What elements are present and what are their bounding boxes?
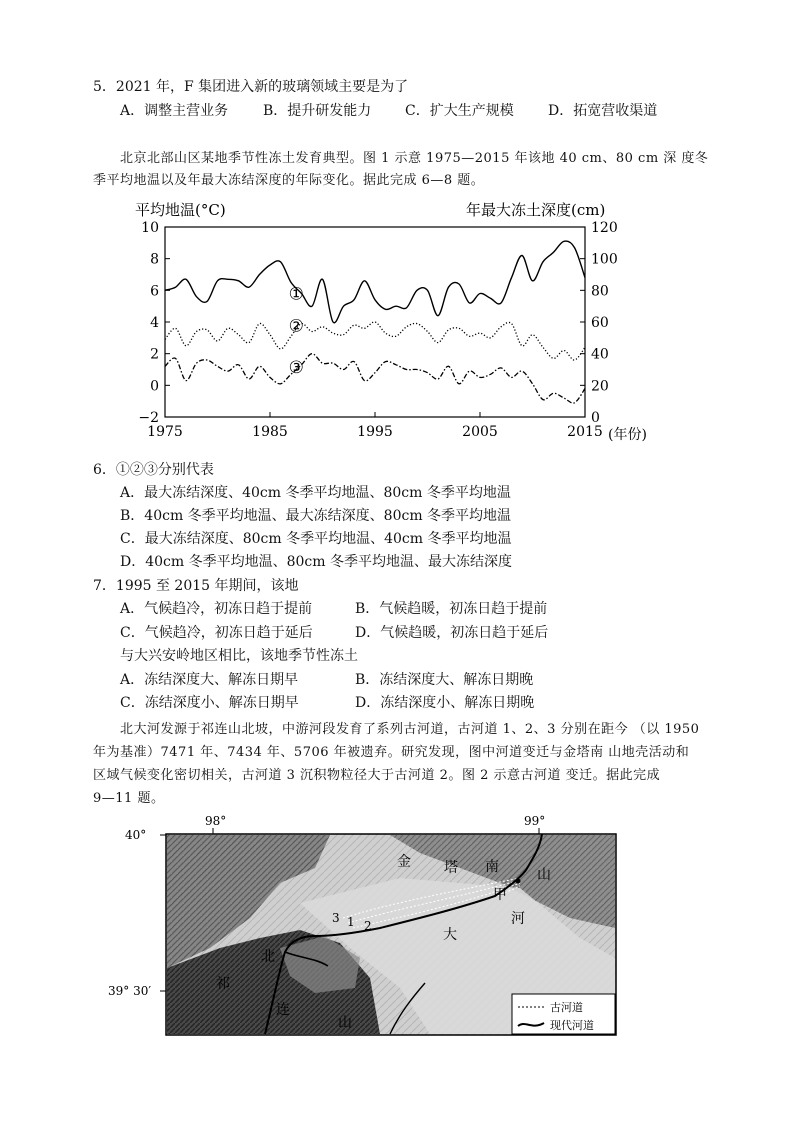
- place-nan: 南: [485, 859, 499, 875]
- place-qi: 祁: [216, 976, 230, 992]
- map-legend: [512, 994, 615, 1034]
- y-right-tick-label: 80: [591, 283, 609, 300]
- place-bei: 北: [261, 949, 275, 965]
- x-tick-label: 1985: [252, 424, 288, 440]
- ancient-river-map: [100, 808, 620, 1040]
- soil-temperature-chart: [130, 195, 670, 450]
- legend-ancient: 古河道: [550, 1001, 583, 1014]
- q8-stem: 与大兴安岭地区相比，该地季节性冻土: [120, 648, 358, 664]
- q6-option-b: B．40cm 冬季平均地温、最大冻结深度、80cm 冬季平均地温: [120, 508, 512, 524]
- intro2-line3: 区域气候变化密切相关，古河道 3 沉积物粒径大于古河道 2。图 2 示意古河道 变迁。据此完成: [93, 768, 661, 783]
- q8-option-b: B．冻结深度大、解冻日期晚: [355, 672, 534, 688]
- intro1-line2: 季平均地温以及年最大冻结深度的年际变化。据此完成 6—8 题。: [93, 173, 485, 188]
- q8-option-c: C．冻结深度小、解冻日期早: [120, 695, 299, 711]
- lon-label-99: 99°: [524, 814, 546, 828]
- series-label-3: ③: [288, 357, 304, 378]
- y-right-tick-label: 100: [591, 251, 618, 268]
- q7-stem: 7．1995 至 2015 年期间，该地: [93, 578, 299, 594]
- y-right-tick-label: 60: [591, 315, 609, 331]
- intro2-line2: 年为基准）7471 年、7434 年、5706 年被遗弃。研究发现，图中河道变迁与金塔南 山地壳活动和: [93, 745, 690, 760]
- channel-number-2: 2: [364, 919, 372, 933]
- q5-option-d: D．拓宽营收渠道: [548, 103, 658, 119]
- q7-option-d: D．气候趋暖，初冻日趋于延后: [355, 625, 549, 641]
- q6-option-a: A．最大冻结深度、40cm 冬季平均地温、80cm 冬季平均地温: [120, 485, 511, 501]
- place-da: 大: [443, 927, 457, 943]
- y-right-tick-label: 40: [591, 346, 609, 363]
- q8-option-a: A．冻结深度大、解冻日期早: [120, 672, 299, 688]
- place-shan-north: 山: [537, 867, 551, 883]
- q5-stem: 5．2021 年，F 集团进入新的玻璃领域主要是为了: [93, 79, 409, 95]
- legend-modern: 现代河道: [550, 1019, 594, 1032]
- x-tick-label: 1995: [357, 424, 393, 440]
- place-jin: 金: [397, 854, 411, 870]
- x-tick-label: 2005: [462, 424, 498, 440]
- channel-number-3: 3: [332, 911, 340, 925]
- intro1-line1: 北京北部山区某地季节性冻土发育典型。图 1 示意 1975—2015 年该地 40 cm、80 cm 深 度冬: [120, 151, 709, 166]
- lon-label-98: 98°: [205, 814, 227, 828]
- y-right-tick-label: 0: [591, 410, 600, 426]
- x-tick-label: 2015: [567, 424, 603, 440]
- place-lian: 连: [276, 1002, 290, 1018]
- series-label-1: ①: [288, 284, 304, 305]
- channel-number-1: 1: [347, 915, 355, 929]
- place-jia: 甲: [493, 887, 507, 903]
- place-shan-south: 山: [338, 1015, 352, 1031]
- series-line-1: [165, 241, 585, 323]
- y-right-tick-label: 20: [591, 378, 609, 395]
- lat-label-40: 40°: [125, 828, 147, 842]
- q7-option-b: B．气候趋暖，初冻日趋于提前: [355, 601, 548, 617]
- y-right-tick-label: 120: [591, 220, 618, 236]
- x-axis-label: (年份): [608, 427, 647, 443]
- y-left-tick-label: 6: [150, 283, 159, 300]
- place-ta: 塔: [444, 860, 458, 876]
- y-left-tick-label: 8: [150, 251, 159, 268]
- y-left-tick-label: 2: [150, 346, 159, 363]
- y-left-tick-label: 0: [150, 378, 159, 395]
- y-axis-right-label: 年最大冻土深度(cm): [466, 201, 606, 219]
- intro2-line1: 北大河发源于祁连山北坡，中游河段发育了系列古河道，古河道 1、2、3 分别在距今 （以 1950: [120, 722, 700, 737]
- place-he: 河: [511, 911, 525, 927]
- q6-option-c: C．最大冻结深度、80cm 冬季平均地温、40cm 冬季平均地温: [120, 531, 512, 547]
- lat-label-3930: 39° 30′: [108, 984, 152, 998]
- series-line-2: [165, 322, 585, 360]
- q6-stem: 6．①②③分别代表: [93, 462, 214, 478]
- q5-option-b: B．提升研发能力: [263, 103, 372, 119]
- y-left-tick-label: 10: [141, 220, 159, 236]
- intro2-line4: 9—11 题。: [93, 791, 165, 806]
- x-tick-label: 1975: [147, 424, 183, 440]
- q8-option-d: D．冻结深度小、解冻日期晚: [355, 695, 535, 711]
- series-line-3: [165, 354, 585, 403]
- q7-option-a: A．气候趋冷，初冻日趋于提前: [120, 601, 313, 617]
- y-left-tick-label: 4: [150, 315, 159, 331]
- series-label-2: ②: [288, 316, 304, 337]
- y-left-tick-label: −2: [138, 410, 159, 426]
- y-axis-left-label: 平均地温(°C): [135, 201, 226, 219]
- q5-option-a: A．调整主营业务: [120, 103, 229, 119]
- q7-option-c: C．气候趋冷，初冻日趋于延后: [120, 625, 313, 641]
- q6-option-d: D．40cm 冬季平均地温、80cm 冬季平均地温、最大冻结深度: [120, 554, 512, 570]
- q5-option-c: C．扩大生产规模: [405, 103, 514, 119]
